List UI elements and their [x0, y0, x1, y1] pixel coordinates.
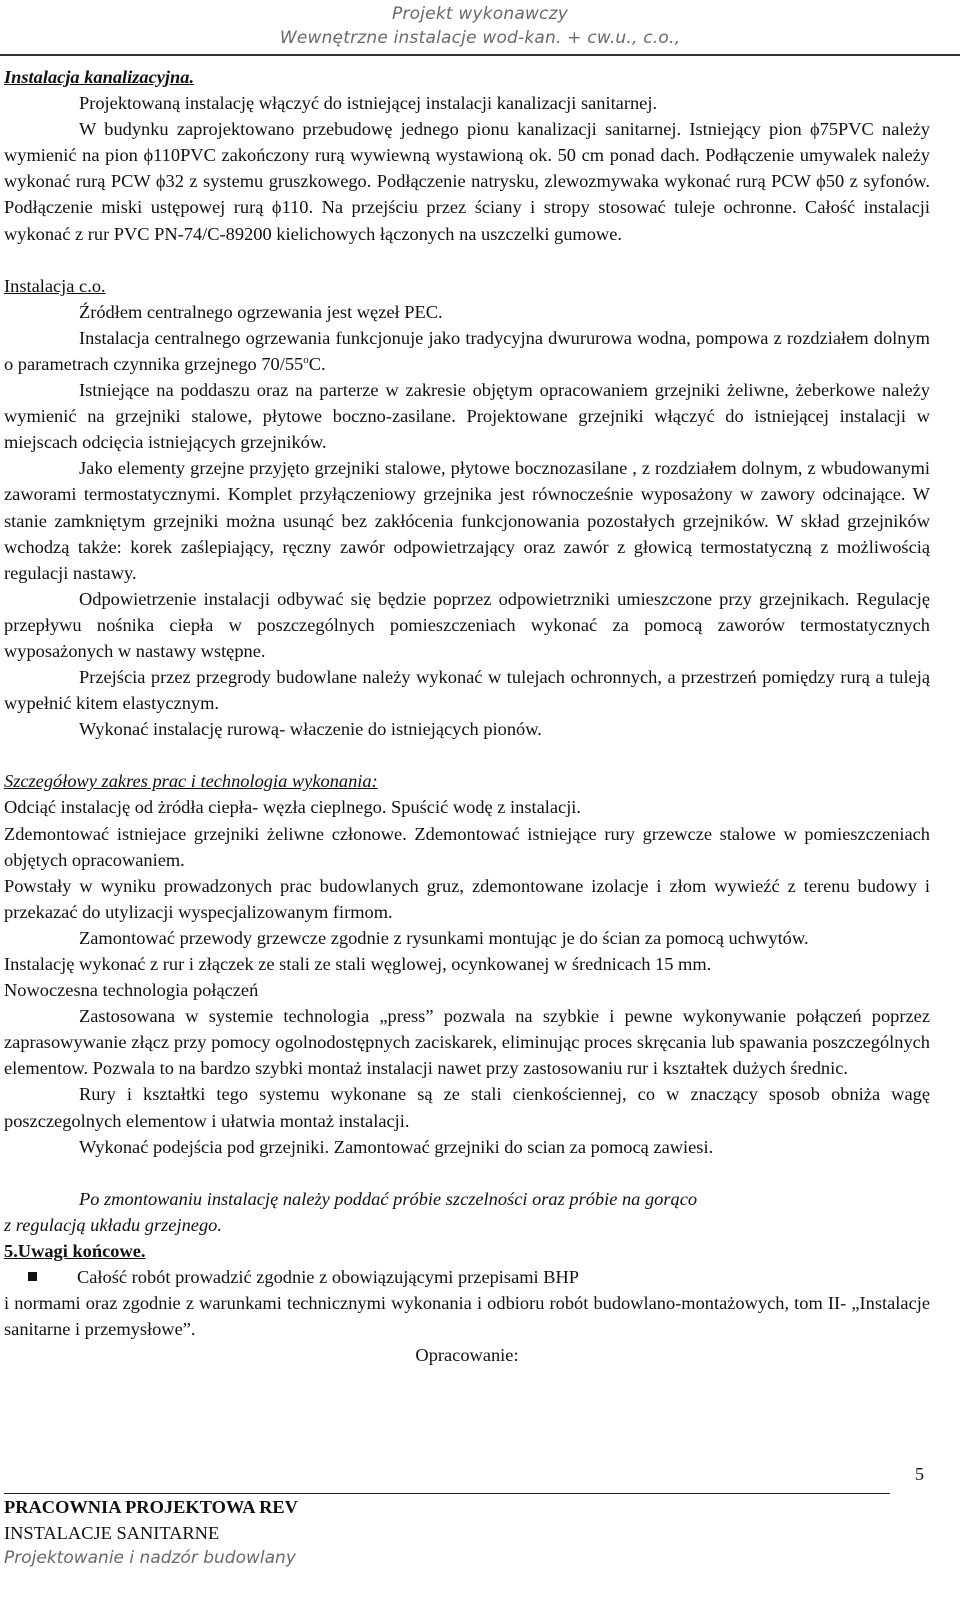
- paragraph: Powstały w wyniku prowadzonych prac budowlanych gruz, zdemontowane izolacje i złom wywieźć z terenu budowy i przekazać do utylizacji wyspecjalizowanym firmom.: [4, 875, 930, 922]
- spacer: [4, 247, 930, 273]
- paragraph: Jako elementy grzejne przyjęto grzejniki stalowe, płytowe bocznozasilane , z rozdziałem dolnym, z wbudowanymi zaworami termostatycznymi. Komplet przyłączeniowy grzejnika jest równocześnie wyposażony w zawory odcinające. W stanie zamkniętym grzejniki można usunąć bez zakłócenia funkcjonowania pozostałych grzejników. W skład grzejników wchodzą także: korek zaślepiający, ręczny zawór odpowietrzający oraz zawór z głowicą termostatyczną z możliwością regulacji nastawy.: [4, 458, 930, 583]
- paragraph: Nowoczesna technologia połączeń: [4, 980, 259, 1001]
- paragraph: Projektowaną instalację włączyć do istniejącej instalacji kanalizacji sanitarnej.: [79, 93, 658, 114]
- footer-department: INSTALACJE SANITARNE: [4, 1523, 220, 1543]
- paragraph: Rury i kształtki tego systemu wykonane są ze stali cienkościennej, co w znaczący sposob obniża wagę poszczegolnych elementow i ułatwia montaż instalacji.: [4, 1084, 930, 1131]
- header-project-scope: Wewnętrzne instalacje wod-kan. + cw.u., c.o.,: [279, 28, 681, 48]
- section-title-uwagi: 5.Uwagi końcowe.: [4, 1240, 146, 1261]
- section-title-kanalizacja: Instalacja kanalizacyjna.: [4, 67, 195, 87]
- degree-superscript: o: [303, 353, 309, 366]
- document-body: [4, 64, 930, 1368]
- square-bullet-icon: [28, 1272, 37, 1281]
- paragraph-text: Instalacja centralnego ogrzewania funkcjonuje jako tradycyjna dwururowa wodna, pompowa z rozdziałem dolnym o parametrach czynnika grzejnego 70/55: [4, 327, 930, 374]
- page-header: [0, 2, 960, 50]
- header-divider: [0, 54, 960, 56]
- note-line: z regulacją układu grzejnego.: [4, 1214, 222, 1235]
- paragraph: Źródłem centralnego ogrzewania jest węzeł PEC.: [79, 301, 443, 322]
- paragraph: Odciąć instalację od żródła ciepła- węzła cieplnego. Spuścić wodę z instalacji.: [4, 797, 582, 818]
- section-title-zakres: Szczegółowy zakres prac i technologia wykonania:: [4, 771, 378, 792]
- paragraph: Zamontować przewody grzewcze zgodnie z rysunkami montując je do ścian za pomocą uchwytów.: [79, 927, 809, 948]
- footer-tagline: Projektowanie i nadzór budowlany: [4, 1548, 296, 1568]
- note-line: Po zmontowaniu instalację należy poddać próbie szczelności oraz próbie na gorąco: [79, 1188, 698, 1209]
- paragraph-text: C.: [308, 353, 326, 374]
- section-title-co: Instalacja c.o.: [4, 275, 106, 296]
- paragraph: Zastosowana w systemie technologia „press” pozwala na szybkie i pewne wykonywanie połączeń poprzez zaprasowywanie złącz przy pomocy ogolnodostępnych zaciskarek, eliminując proces skręcania lub spawania poszczególnych elementow. Pozwala to na bardzo szybki montaż instalacji nawet przy zastosowaniu rur i kształtek dużych średnic.: [4, 1006, 930, 1079]
- paragraph: Instalację wykonać z rur i złączek ze stali ze stali węglowej, ocynkowanej w średnicach 15 mm.: [4, 954, 712, 974]
- page-number: 5: [915, 1464, 924, 1484]
- spacer: [4, 742, 930, 768]
- paragraph: Wykonać podejścia pod grzejniki. Zamontować grzejniki do scian za pomocą zawiesi.: [79, 1136, 714, 1157]
- footer-company: PRACOWNIA PROJEKTOWA REV: [4, 1497, 298, 1517]
- paragraph: W budynku zaprojektowano przebudowę jednego pionu kanalizacji sanitarnej. Istniejący pion ϕ75PVC należy wymienić na pion ϕ110PVC zakończony rurą wywiewną wystawioną ok. 50 cm ponad dach. Podłączenie umywalek należy wykonać rurą PCW ϕ32 z systemu gruszkowego. Podłączenie natrysku, zlewozmywaka wykonać rurą PCW ϕ50 z syfonów. Podłączenie miski ustępowej rurą ϕ110. Na przejściu przez ściany i stropy stosować tuleje ochronne. Całość instalacji wykonać z rur PVC PN-74/C-89200 kielichowych łączonych na uszczelki gumowe.: [4, 119, 930, 244]
- list-item-text: Całość robót prowadzić zgodnie z obowiązującymi przepisami BHP: [77, 1267, 580, 1288]
- page-footer: [4, 1494, 298, 1570]
- list-item: [4, 1264, 930, 1290]
- paragraph: [4, 325, 930, 377]
- signature-label: Opracowanie:: [415, 1345, 519, 1366]
- paragraph: Przejścia przez przegrody budowlane należy wykonać w tulejach ochronnych, a przestrzeń pomiędzy rurą a tuleją wypełnić kitem elastycznym.: [4, 667, 930, 714]
- paragraph: Wykonać instalację rurową- właczenie do istniejących pionów.: [79, 719, 542, 740]
- paragraph: Odpowietrzenie instalacji odbywać się będzie poprzez odpowietrzniki umieszczone przy grzejnikach. Regulację przepływu nośnika ciepła w poszczególnych pomieszczeniach wykonać za pomocą zaworów termostatycznych wyposażonych w nastawy wstępne.: [4, 588, 930, 661]
- paragraph: Zdemontować istniejace grzejniki żeliwne członowe. Zdemontować istniejące rury grzewcze stalowe w pomieszczeniach objętych opracowaniem.: [4, 823, 930, 870]
- header-project-type: Projekt wykonawczy: [392, 4, 568, 24]
- spacer: [4, 1160, 930, 1186]
- paragraph: i normami oraz zgodnie z warunkami technicznymi wykonania i odbioru robót budowlano-montażowych, tom II- „Instalacje sanitarne i przemysłowe”.: [4, 1293, 930, 1340]
- paragraph: Istniejące na poddaszu oraz na parterze w zakresie objętym opracowaniem grzejniki żeliwne, żeberkowe należy wymienić na grzejniki stalowe, płytowe boczno-zasilane. Projektowane grzejniki włączyć do istniejącej instalacji w miejscach odcięcia istniejących grzejników.: [4, 380, 930, 453]
